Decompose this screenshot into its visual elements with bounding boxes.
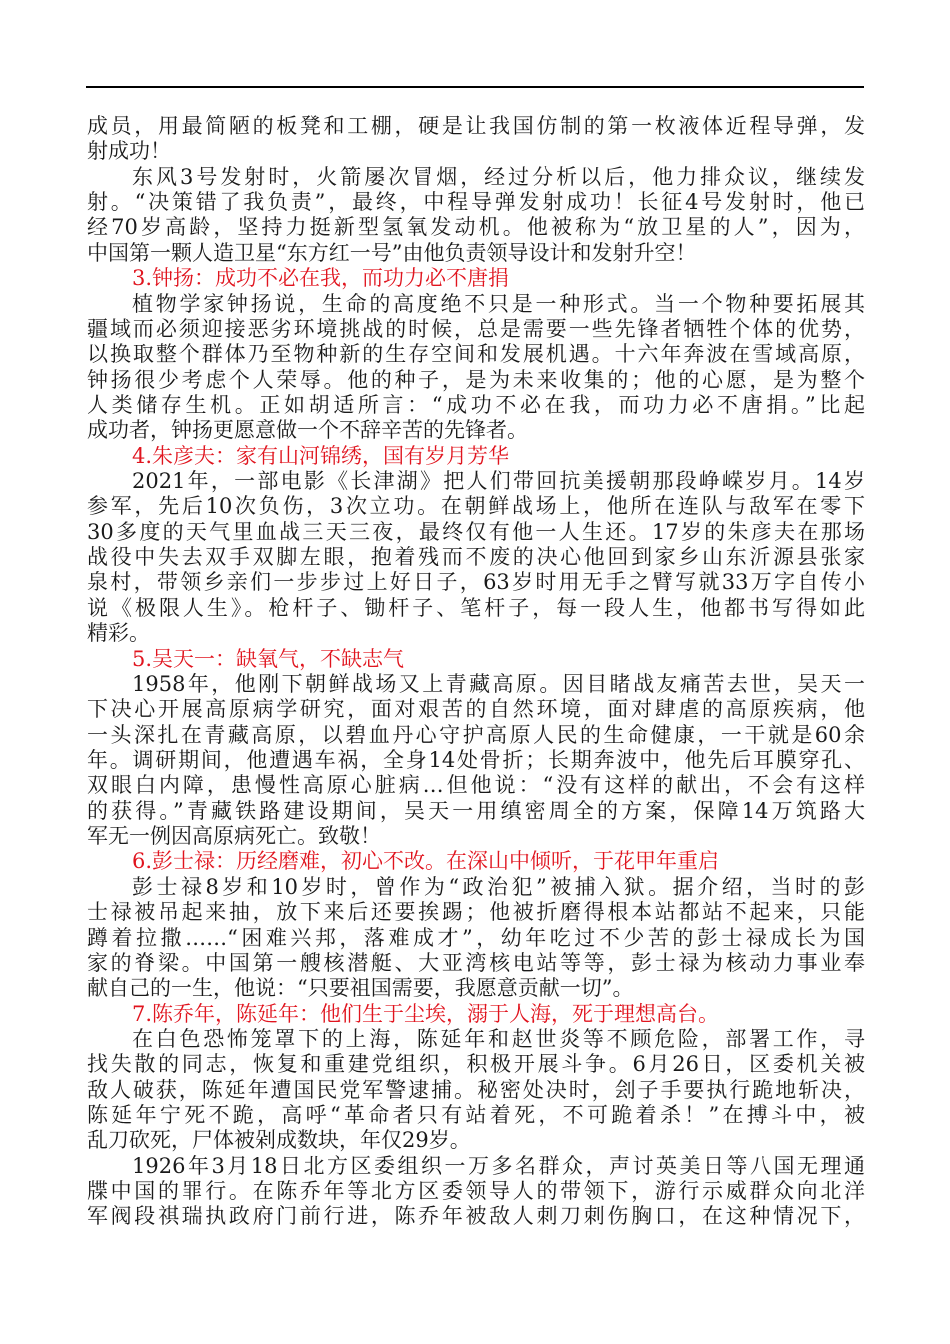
- text-line: 下决心开展高原病学研究，面对艰苦的自然环境，面对肆虐的高原疾病，他: [87, 697, 865, 722]
- text-line: 彭士禄8岁和10岁时，曾作为“政治犯”被捕入狱。据介绍，当时的彭: [132, 874, 865, 899]
- text-line: 在白色恐怖笼罩下的上海，陈延年和赵世炎等不顾危险，部署工作，寻: [132, 1026, 865, 1051]
- text-line: 战役中失去双手双脚左眼，抱着残而不废的决心他回到家乡山东沂源县张家: [87, 545, 865, 570]
- text-line: 家的脊梁。中国第一艘核潜艇、大亚湾核电站等等，彭士禄为核动力事业奉: [87, 950, 865, 975]
- text-line: 牒中国的罪行。在陈乔年等北方区委领导人的带领下，游行示威群众向北洋: [87, 1179, 865, 1204]
- text-line: 成功者，钟扬更愿意做一个不辞辛苦的先锋者。: [87, 418, 528, 443]
- document-body: [87, 114, 865, 1230]
- text-line: 的获得。”青藏铁路建设期间，吴天一用缜密周全的方案，保障14万筑路大: [87, 798, 865, 823]
- text-line: 双眼白内障，患慢性高原心脏病…但他说：“没有这样的献出，不会有这样: [87, 773, 865, 798]
- header-rule: [86, 86, 864, 88]
- text-line: 东风3号发射时，火箭屡次冒烟，经过分析以后，他力排众议，继续发: [132, 164, 865, 189]
- text-line: 经70岁高龄，坚持力挺新型氢氧发动机。他被称为“放卫星的人”，因为，: [87, 215, 865, 240]
- text-line: 精彩。: [87, 621, 150, 646]
- text-line: 1926年3月18日北方区委组织一万多名群众，声讨英美日等八国无理通: [132, 1153, 865, 1178]
- section-heading: 7.陈乔年，陈延年：他们生于尘埃，溺于人海，死于理想高台。: [132, 1001, 720, 1026]
- section-heading: 4.朱彦夫：家有山河锦绣，国有岁月芳华: [132, 443, 510, 468]
- text-line: 军阀段祺瑞执政府门前行进，陈乔年被敌人刺刀刺伤胸口，在这种情况下，: [87, 1204, 865, 1229]
- text-line: 献自己的一生，他说：“只要祖国需要，我愿意贡献一切”。: [87, 976, 634, 1001]
- text-line: 军无一例因高原病死亡。致敬！: [87, 824, 381, 849]
- text-line: 成员，用最简陋的板凳和工棚，硬是让我国仿制的第一枚液体近程导弹，发: [87, 114, 865, 138]
- section-heading: 3.钟扬：成功不必在我，而功力必不唐捐: [132, 266, 510, 291]
- text-line: 射成功！: [87, 139, 171, 164]
- text-line: 30多度的天气里血战三天三夜，最终仅有他一人生还。17岁的朱彦夫在那场: [87, 519, 865, 544]
- text-line: 士禄被吊起来抽，放下来后还要挨踢；他被折磨得根本站都站不起来，只能: [87, 900, 865, 925]
- text-line: 以换取整个群体乃至物种新的生存空间和发展机遇。十六年奔波在雪域高原，: [87, 342, 865, 367]
- text-line: 敌人破获，陈延年遭国民党军警逮捕。秘密处决时，刽子手要执行跪地斩决，: [87, 1077, 865, 1102]
- text-line: 植物学家钟扬说，生命的高度绝不只是一种形式。当一个物种要拓展其: [132, 291, 865, 316]
- text-line: 找失散的同志，恢复和重建党组织，积极开展斗争。6月26日，区委机关被: [87, 1052, 865, 1077]
- text-line: 泉村，带领乡亲们一步步过上好日子，63岁时用无手之臂写就33万字自传小: [87, 570, 865, 595]
- text-line: 人类储存生机。正如胡适所言：“成功不必在我，而功力必不唐捐。”比起: [87, 392, 865, 417]
- section-heading: 6.彭士禄：历经磨难，初心不改。在深山中倾听，于花甲年重启: [132, 849, 720, 874]
- section-heading: 5.吴天一：缺氧气，不缺志气: [132, 646, 405, 671]
- text-line: 乱刀砍死，尸体被剁成数块，年仅29岁。: [87, 1128, 471, 1153]
- text-line: 一头深扎在青藏高原，以碧血丹心守护高原人民的生命健康，一干就是60余: [87, 722, 865, 747]
- text-line: 中国第一颗人造卫星“东方红一号”由他负责领导设计和发射升空！: [87, 240, 697, 265]
- text-line: 参军，先后10次负伤，3次立功。在朝鲜战场上，他所在连队与敌军在零下: [87, 494, 865, 519]
- text-line: 钟扬很少考虑个人荣辱。他的种子，是为未来收集的；他的心愿，是为整个: [87, 367, 865, 392]
- text-line: 年。调研期间，他遭遇车祸，全身14处骨折；长期奔波中，他先后耳膜穿孔、: [87, 747, 865, 772]
- text-line: 1958年，他刚下朝鲜战场又上青藏高原。因目睹战友痛苦去世，吴天一: [132, 671, 865, 696]
- text-line: 说《极限人生》。枪杆子、锄杆子、笔杆子，每一段人生，他都书写得如此: [87, 595, 865, 620]
- text-line: 蹲着拉撒……“困难兴邦，落难成才”，幼年吃过不少苦的彭士禄成长为国: [87, 925, 865, 950]
- text-line: 陈延年宁死不跪，高呼“革命者只有站着死，不可跪着杀！”在搏斗中，被: [87, 1103, 865, 1128]
- text-line: 射。“决策错了我负责”，最终，中程导弹发射成功！长征4号发射时，他已: [87, 190, 865, 215]
- text-line: 疆域而必须迎接恶劣环境挑战的时候，总是需要一些先锋者牺牲个体的优势，: [87, 316, 865, 341]
- text-line: 2021年，一部电影《长津湖》把人们带回抗美援朝那段峥嵘岁月。14岁: [132, 469, 865, 494]
